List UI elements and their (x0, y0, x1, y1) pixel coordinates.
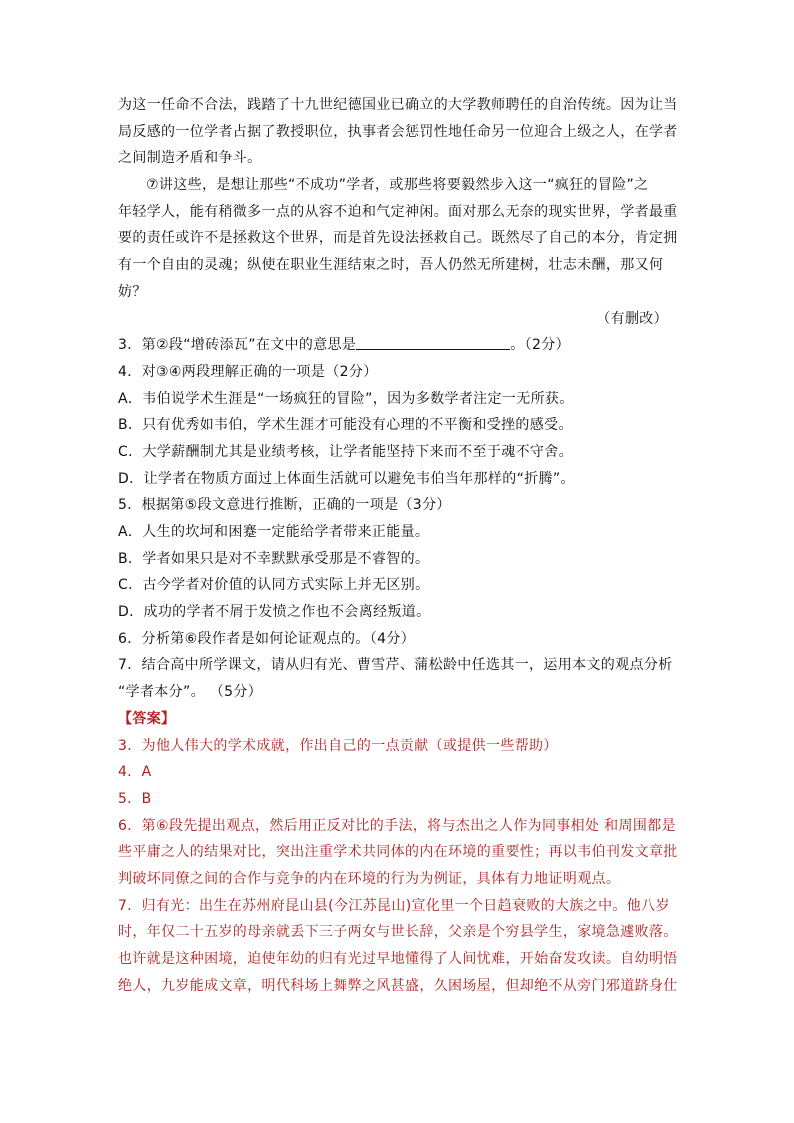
option-a: A．人生的坎坷和困蹇一定能给学者带来正能量。 (118, 524, 430, 540)
question-6: 6．分析第⑥段作者是如何论证观点的。（4分） (118, 630, 416, 647)
option-d: D．让学者在物质方面过上体面生活就可以避免韦伯当年那样的“折腾”。 (118, 470, 575, 487)
answer-label: 【答案】 (118, 710, 176, 727)
text-line: 局反感的一位学者占据了教授职位，执事者会惩罚性地任命另一位迎合上级之人，在学者 (118, 123, 678, 140)
option-d: D．成功的学者不屑于发愤之作也不会离经叛道。 (118, 604, 431, 621)
text-line: 7．结合高中所学课文，请从归有光、曹雪芹、蒲松龄中任选其一，运用本文的观点分析 (118, 657, 673, 674)
question-4 (118, 359, 678, 492)
text-line: ⑦讲这些，是想让那些“不成功”学者，或那些将要毅然步入这一“疯狂的冒险”之 (146, 177, 649, 194)
source-note: （有删改） (596, 310, 668, 327)
text-line: “学者本分”。 （5分） (118, 684, 263, 701)
text-line: 妨？ (118, 283, 147, 300)
question-stem: 4．对③④两段理解正确的一项是（2分） (118, 363, 378, 380)
question-3-suffix: 。（2分） (510, 337, 570, 354)
question-3 (118, 332, 678, 359)
answer-blank (356, 335, 510, 350)
answer-6-line: 6．第⑥段先提出观点，然后用正反对比的手法，将与杰出之人作为同事相处 和周围都是 (118, 817, 676, 834)
passage-continuation (118, 92, 678, 172)
text-line: 年轻学人，能有稍微多一点的从容不迫和气定神闲。面对那么无奈的现实世界，学者最重 (118, 203, 678, 220)
option-c: C．古今学者对价值的认同方式实际上并无区别。 (118, 577, 430, 594)
question-5 (118, 492, 678, 625)
document-body (118, 92, 678, 999)
answer-6-line: 判破坏同僚之间的合作与竞争的内在环境的行为为例证，具体有力地证明观点。 (118, 870, 621, 887)
option-a: A．韦伯说学术生涯是“一场疯狂的冒险”，因为多数学者注定一无所获。 (118, 390, 574, 407)
text-line: 要的责任或许不是拯救这个世界，而是首先设法拯救自己。既然尽了自己的本分，肯定拥 (118, 230, 678, 247)
answer-7-line: 绝人，九岁能成文章，明代科场上舞弊之风甚盛，久困场屋，但却绝不从旁门邪道跻身仕 (118, 977, 678, 994)
option-b: B．只有优秀如韦伯，学术生涯才可能没有心理的不平衡和受挫的感受。 (118, 417, 573, 434)
option-c: C．大学薪酬制尤其是业绩考核，让学者能坚持下来而不至于魂不守舍。 (118, 443, 573, 460)
text-line: 有一个自由的灵魂；纵使在职业生涯结束之时，吾人仍然无所建树，壮志未酬，那又何 (118, 257, 664, 274)
answer-section (118, 733, 678, 1000)
answer-7-line: 7．归有光：出生在苏州府昆山县(今江苏昆山)宣化里一个日趋衰败的大族之中。他八岁 (118, 897, 670, 914)
text-line: 为这一任命不合法，践踏了十九世纪德国业已确立的大学教师聘任的自治传统。因为让当 (118, 97, 678, 113)
answer-5: 5．B (118, 790, 152, 807)
answer-4: 4．A (118, 764, 152, 781)
question-7 (118, 652, 678, 705)
paragraph-7 (118, 172, 678, 305)
answer-7-line: 也许就是这种困境，迫使年幼的归有光过早地懂得了人间忧难，开始奋发攻读。自幼明悟 (118, 951, 678, 967)
option-b: B．学者如果只是对不幸默默承受那是不睿智的。 (118, 550, 430, 567)
answer-7-line: 时，年仅二十五岁的母亲就丢下三子两女与世长辞，父亲是个穷县学生，家境急遽败落。 (118, 924, 678, 941)
answer-3: 3．为他人伟大的学术成就，作出自己的一点贡献（或提供一些帮助） (118, 737, 558, 754)
text-line: 之间制造矛盾和争斗。 (118, 150, 262, 167)
question-3-prefix: 3．第②段“增砖添瓦”在文中的意思是 (118, 337, 357, 354)
question-stem: 5．根据第⑤段文意进行推断，正确的一项是（3分） (118, 497, 451, 514)
answer-6-line: 些平庸之人的结果对比，突出注重学术共同体的内在环境的重要性；再以韦伯刊发文章批 (118, 844, 678, 861)
